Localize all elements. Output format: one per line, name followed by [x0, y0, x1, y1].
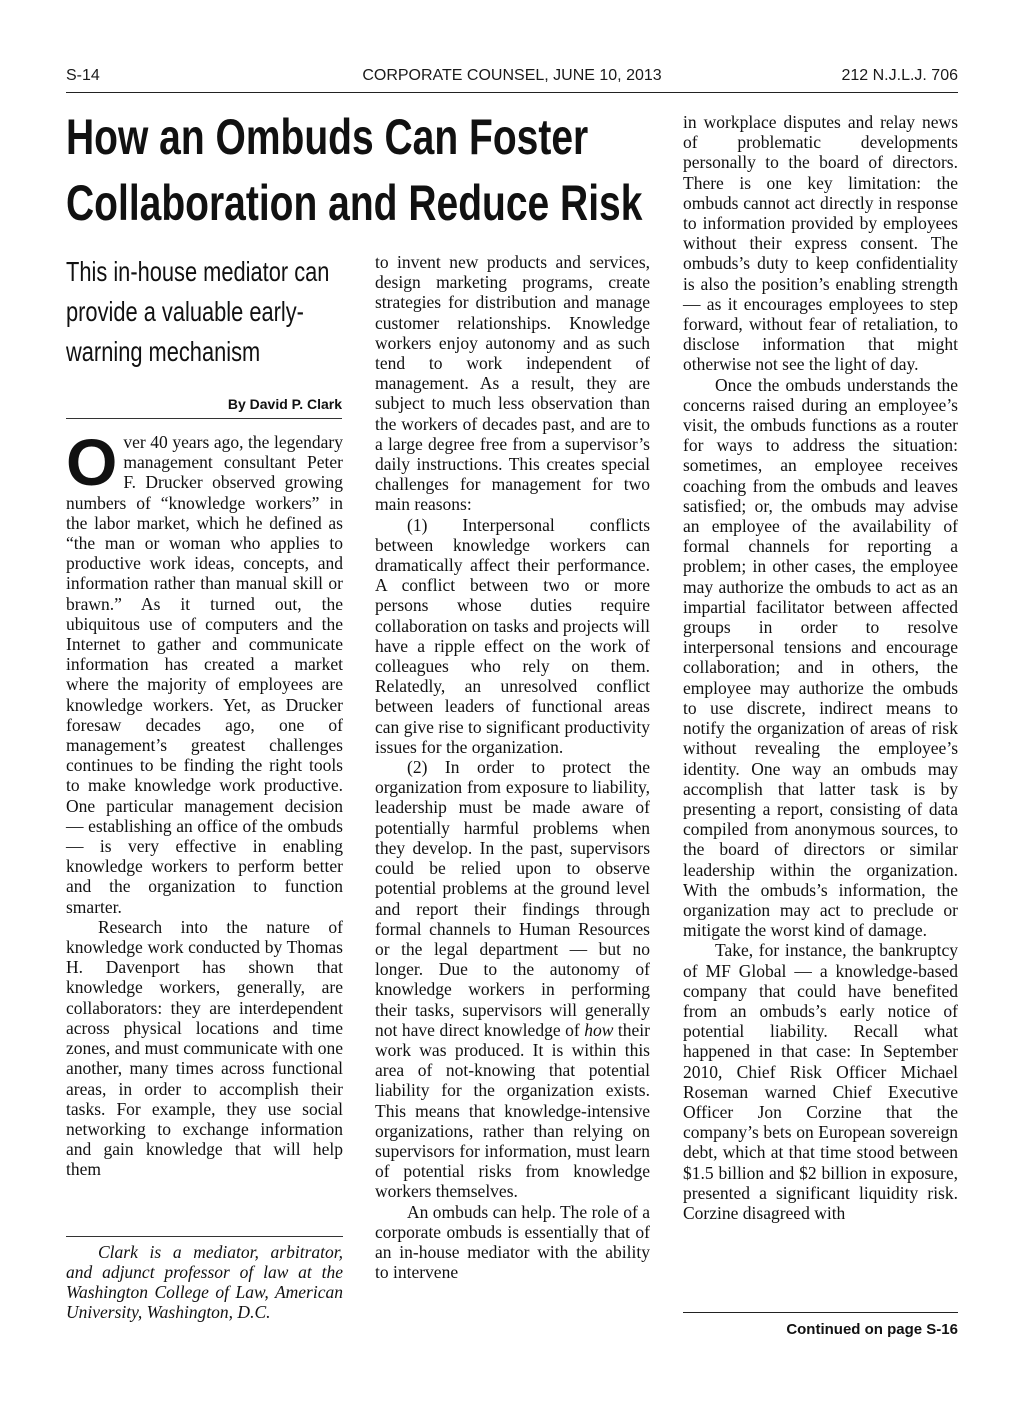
- citation: 212 N.J.L.J. 706: [841, 67, 958, 84]
- author-bio: Clark is a mediator, arbitrator, and adjunct professor of law at the Washington College of Law, American University, Washington, D.C.: [66, 1242, 343, 1322]
- page-header: [66, 63, 958, 91]
- deck-subtitle: [66, 252, 331, 372]
- paragraph: Once the ombuds understands the concerns raised during an employee’s visit, the ombuds functions as a router for ways to address the situation: sometimes, an employee receives coaching from the ombuds and leaves satisfied; or, the ombuds may advise an employee of the availability of formal channels for reporting a problem; in other cases, the employee may authorize the ombuds to act as an impartial facilitator between affected groups in order to resolve interpersonal tensions and encourage collaboration; and in others, the employee may authorize the ombuds to use discrete, indirect means to notify the organization of areas of risk without revealing the employee’s identity. One way an ombuds may accomplish that latter task is by presenting a report, consisting of data compiled from anonymous sources, to the board of directors or similar leadership within the organization. With the ombuds’s information, the organization may act to preclude or mitigate the worst kind of damage.: [683, 374, 958, 941]
- continued-link[interactable]: Continued on page S-16: [786, 1321, 958, 1338]
- byline: By David P. Clark: [227, 396, 342, 412]
- headline-line-2: Collaboration and Reduce Risk: [66, 175, 643, 231]
- article-column-1: [66, 425, 343, 1180]
- paragraph: [375, 757, 650, 1201]
- headline-line-1: How an Ombuds Can Foster: [66, 109, 589, 165]
- paragraph: (1) Interpersonal conflicts between knowledge workers can dramatically affect their performance. A conflict between two or more persons whose duties require collaboration on tasks and projects will have a ripple effect on the work of colleagues who rely on them. Relatedly, an unresolved conflict between leaders of functional areas can give rise to significant productivity issues for the organization.: [375, 514, 650, 757]
- article-column-3: [683, 112, 958, 1223]
- deck-line-1: This in-house mediator can: [66, 256, 330, 287]
- deck-line-3: warning mechanism: [66, 336, 261, 367]
- article-column-2: [375, 252, 650, 1282]
- paragraph: to invent new products and services, design marketing programs, create strategies for distribution and manage customer relationships. Knowledge workers enjoy autonomy and as such tend to work independent of management. As a result, they are subject to much less observation than the workers of decades past, and are to a large degree free from a supervisor’s daily instructions. This creates special challenges for management for two main reasons:: [375, 252, 650, 515]
- emphasis: how: [584, 1019, 614, 1040]
- paragraph: Take, for instance, the bankruptcy of MF Global — a knowledge-based company that could have benefited from an ombuds’s early notice of potential liability. Recall what happened in that case: In September 2010, Chief Risk Officer Michael Roseman warned Chief Executive Officer Jon Corzine that the company’s bets on European sovereign debt, which at that time stood between $1.5 billion and $2 billion in exposure, presented a significant liquidity risk. Corzine disagreed with: [683, 940, 958, 1223]
- publication-date: CORPORATE COUNSEL, JUNE 10, 2013: [362, 67, 662, 84]
- paragraph: in workplace disputes and relay news of problematic developments personally to the board of directors. There is one key limitation: the ombuds cannot act directly in response to information provided by employees without their express consent. The ombuds’s duty to keep confidentiality is also the position’s enabling strength — as it encourages employees to step forward, without fear of retaliation, to disclose information that might otherwise not see the light of day.: [683, 112, 958, 375]
- deck-line-2: provide a valuable early-: [66, 296, 304, 327]
- paragraph-text: ver 40 years ago, the legendary management consultant Peter F. Drucker observed growing numbers of “knowledge workers” in the labor market, which he defined as “the man or woman who applies to productive work ideas, concepts, and information rather than manual skill or brawn.” As it turned out, the ubiquitous use of computers and the Internet to gather and communicate information has created a market where the majority of employees are knowledge workers. Yet, as Drucker foresaw decades ago, one of management’s greatest challenges continues to be finding the right tools to make knowledge work productive. One particular management decision — establishing an office of the ombuds — is very effective in enabling knowledge workers to perform better and the organization to function smarter.: [66, 432, 343, 917]
- paragraph: An ombuds can help. The role of a corporate ombuds is essentially that of an in-house mediator with the ability to intervene: [375, 1201, 650, 1283]
- paragraph: Research into the nature of knowledge work conducted by Thomas H. Davenport has shown that knowledge workers, generally, are collaborators: they are interdependent across physical locations and time zones, and must communicate with one another, many times across functional areas, in order to accomplish their tasks. For example, they use social networking to exchange information and gain knowledge that will help them: [66, 916, 343, 1180]
- paragraph: [66, 425, 343, 917]
- continued-rule: [683, 1312, 958, 1313]
- paragraph-text: (2) In order to protect the organization from exposure to liability, leadership must be made aware of potentially harmful problems when they develop. In the past, supervisors could be relied upon to observe potential problems at the ground level and report their findings through formal channels to Human Resources or the legal department — but no longer. Due to the autonomy of knowledge workers in performing their tasks, supervisors will generally not have direct knowledge of: [375, 757, 650, 1040]
- paragraph-text: their work was produced. It is within this area of not-knowing that potential liability for the organization exists. This means that knowledge-intensive organizations, rather than relying on supervisors for information, must learn of potential risks from knowledge workers themselves.: [375, 1019, 650, 1202]
- headline: [66, 104, 643, 236]
- page-number: S-14: [66, 67, 100, 84]
- drop-cap: O: [66, 425, 118, 499]
- header-rule: [66, 92, 958, 93]
- bio-rule: [66, 1236, 343, 1237]
- byline-rule: [66, 418, 342, 419]
